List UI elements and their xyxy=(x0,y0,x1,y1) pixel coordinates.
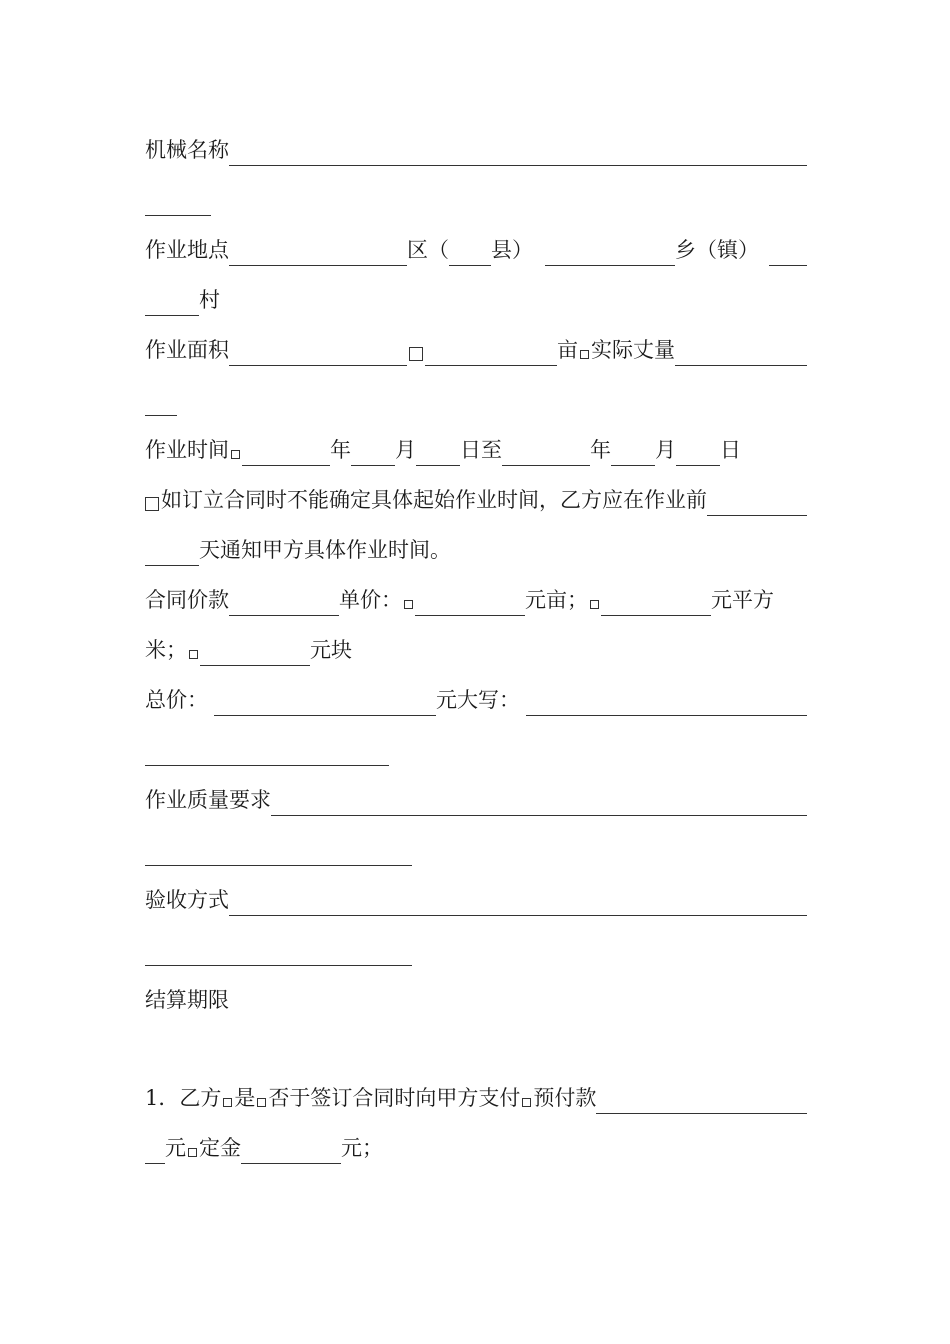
item1-deposit: 定金 xyxy=(199,1136,241,1160)
quality-blank[interactable] xyxy=(271,789,807,816)
yuan-block-label: 元块 xyxy=(310,638,352,662)
item1-row-cont xyxy=(145,1132,807,1164)
machine-name-label: 机械名称 xyxy=(145,138,229,162)
end-month-label: 月 xyxy=(655,438,676,462)
yuan-capital-label: 元大写： xyxy=(436,688,520,712)
capital-amount-blank-cont[interactable] xyxy=(145,739,389,766)
start-month-blank[interactable] xyxy=(351,439,395,466)
quality-label: 作业质量要求 xyxy=(145,788,271,812)
total-price-blank[interactable] xyxy=(214,689,436,716)
end-day-blank[interactable] xyxy=(676,439,720,466)
township-label: 乡（镇） xyxy=(675,238,759,262)
checkbox-icon[interactable] xyxy=(257,1098,266,1107)
contract-price-blank[interactable] xyxy=(229,589,339,616)
machine-name-blank[interactable] xyxy=(229,139,807,166)
actual-measure-blank-cont[interactable] xyxy=(145,389,177,416)
total-price-row xyxy=(145,684,807,716)
machine-name-row xyxy=(145,134,807,166)
work-area-row xyxy=(145,334,807,366)
prepay-blank[interactable] xyxy=(596,1087,807,1114)
notice-text: 如订立合同时不能确定具体起始作业时间，乙方应在作业前 xyxy=(161,488,707,512)
machine-name-row-cont xyxy=(145,184,807,216)
checkbox-icon[interactable] xyxy=(404,600,413,609)
checkbox-icon[interactable] xyxy=(145,497,159,511)
notice-row xyxy=(145,484,807,516)
contract-price-row-cont xyxy=(145,634,807,666)
yuan-sqm-label: 元平方 xyxy=(711,588,774,612)
item1-yuan: 元 xyxy=(165,1136,186,1160)
actual-measure-blank[interactable] xyxy=(675,339,807,366)
total-price-row-cont xyxy=(145,734,807,766)
checkbox-icon[interactable] xyxy=(580,350,589,359)
acceptance-blank-cont[interactable] xyxy=(145,939,412,966)
work-area-row-cont xyxy=(145,384,807,416)
notice-days-blank-cont[interactable] xyxy=(145,539,199,566)
checkbox-icon[interactable] xyxy=(223,1098,232,1107)
checkbox-icon[interactable] xyxy=(409,347,423,361)
checkbox-icon[interactable] xyxy=(231,450,240,459)
district-label: 区（ xyxy=(407,238,449,262)
acceptance-label: 验收方式 xyxy=(145,888,229,912)
start-day-blank[interactable] xyxy=(416,439,460,466)
work-location-row xyxy=(145,234,807,266)
work-time-label: 作业时间 xyxy=(145,438,229,462)
machine-name-blank-cont[interactable] xyxy=(145,189,211,216)
start-year-blank[interactable] xyxy=(242,439,330,466)
work-time-row xyxy=(145,434,807,466)
work-location-label: 作业地点 xyxy=(145,238,229,262)
end-month-blank[interactable] xyxy=(611,439,655,466)
item1-number: 1． xyxy=(145,1086,180,1110)
settlement-label: 结算期限 xyxy=(145,988,229,1012)
settlement-row xyxy=(145,984,807,1016)
capital-amount-blank[interactable] xyxy=(526,689,807,716)
contract-price-row xyxy=(145,584,807,616)
notice-row-cont xyxy=(145,534,807,566)
deposit-blank[interactable] xyxy=(241,1137,341,1164)
checkbox-icon[interactable] xyxy=(189,650,198,659)
mu-label: 亩 xyxy=(557,338,578,362)
yuan-mu-label: 元亩； xyxy=(525,588,588,612)
total-price-label: 总价： xyxy=(145,688,208,712)
work-location-row-cont xyxy=(145,284,807,316)
quality-row-cont xyxy=(145,834,807,866)
prepay-blank-cont[interactable] xyxy=(145,1137,165,1164)
acceptance-blank[interactable] xyxy=(229,889,807,916)
quality-row xyxy=(145,784,807,816)
yuan-sqm-label-cont: 米； xyxy=(145,638,187,662)
start-month-label: 月 xyxy=(395,438,416,462)
item1-no: 否于签订合同时向甲方支付 xyxy=(268,1086,521,1110)
item1-row xyxy=(145,1082,807,1114)
village-blank-cont[interactable] xyxy=(145,289,199,316)
village-blank[interactable] xyxy=(769,239,807,266)
acceptance-row xyxy=(145,884,807,916)
end-year-label: 年 xyxy=(590,438,611,462)
acceptance-row-cont xyxy=(145,934,807,966)
yuan-sqm-blank[interactable] xyxy=(601,589,711,616)
notice-text-2: 天通知甲方具体作业时间。 xyxy=(199,538,451,562)
work-area-blank[interactable] xyxy=(229,339,407,366)
item1-end: 元； xyxy=(341,1136,383,1160)
unit-price-label: 单价： xyxy=(339,588,402,612)
mu-blank[interactable] xyxy=(425,339,557,366)
yuan-mu-blank[interactable] xyxy=(415,589,525,616)
actual-measure-label: 实际丈量 xyxy=(591,338,675,362)
end-day-label: 日 xyxy=(720,438,741,462)
item1-prepay: 预付款 xyxy=(533,1086,597,1110)
village-label: 村 xyxy=(199,288,220,312)
start-day-label: 日至 xyxy=(460,438,502,462)
start-year-label: 年 xyxy=(330,438,351,462)
item1-party: 乙方 xyxy=(179,1086,222,1110)
item1-yes: 是 xyxy=(234,1086,256,1110)
work-area-label: 作业面积 xyxy=(145,338,229,362)
yuan-block-blank[interactable] xyxy=(200,639,310,666)
notice-days-blank[interactable] xyxy=(707,489,807,516)
township-blank[interactable] xyxy=(545,239,675,266)
contract-price-label: 合同价款 xyxy=(145,588,229,612)
county-label: 县） xyxy=(491,238,533,262)
end-year-blank[interactable] xyxy=(502,439,590,466)
checkbox-icon[interactable] xyxy=(522,1098,531,1107)
quality-blank-cont[interactable] xyxy=(145,839,412,866)
district-blank[interactable] xyxy=(229,239,407,266)
contract-page xyxy=(145,0,807,1344)
checkbox-icon[interactable] xyxy=(590,600,599,609)
county-blank[interactable] xyxy=(449,239,491,266)
checkbox-icon[interactable] xyxy=(188,1148,197,1157)
